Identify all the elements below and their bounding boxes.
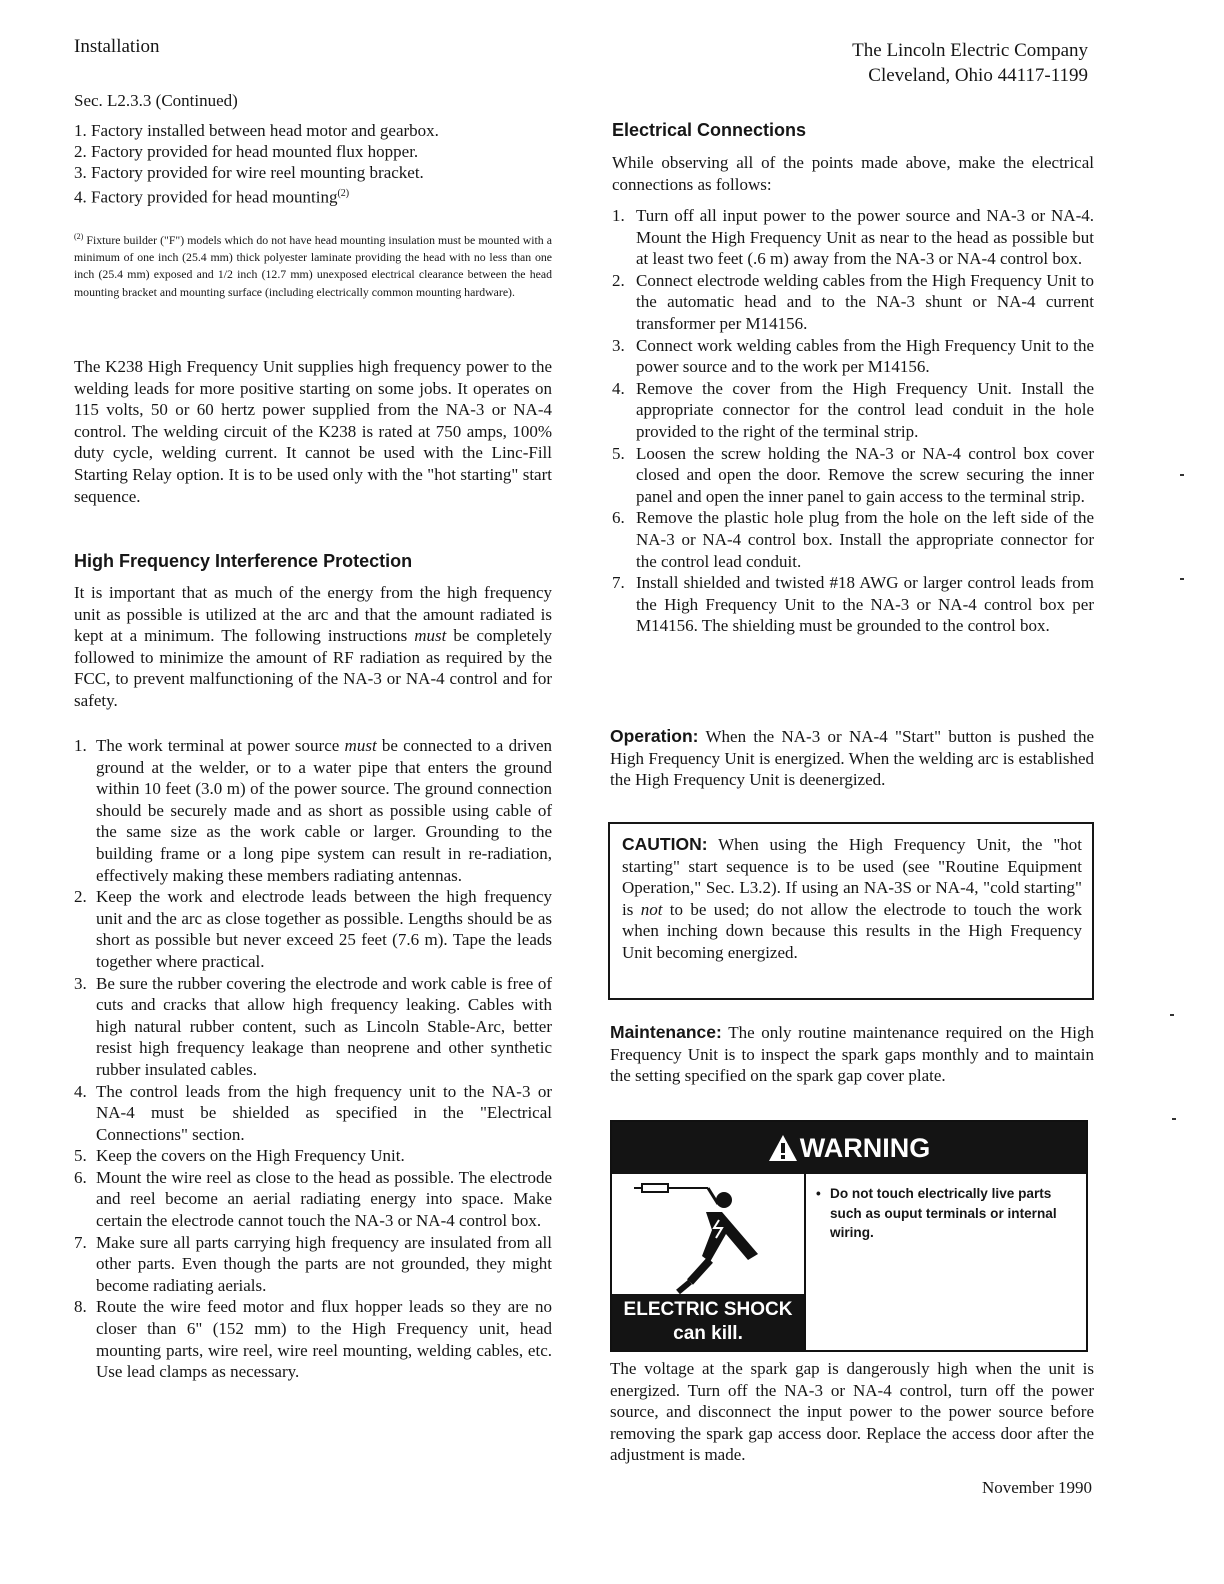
bullet: • xyxy=(816,1186,821,1201)
list-item: 3. Connect work welding cables from the High Frequency Unit to the power source and to the work per M14156. xyxy=(612,335,1094,377)
list-item: 2. Keep the work and electrode leads between the high frequency unit and the arc as close together as possible. Lengths should be as short as possible but never exceed 25 feet (7.6 m). Tape the leads together where practical. xyxy=(74,887,552,971)
caution-label: CAUTION: xyxy=(622,834,708,854)
warning-triangle-icon xyxy=(768,1134,798,1162)
list-item: 7. Make sure all parts carrying high frequency are insulated from all other parts. Even though the parts are not grounded, they might become radiating aerials. xyxy=(74,1232,552,1295)
factory-item: 1. Factory installed between head motor and gearbox. xyxy=(74,121,439,140)
electric-shock-icon xyxy=(622,1182,792,1298)
company-name: The Lincoln Electric Company xyxy=(852,40,1088,61)
list-item: 8. Route the wire feed motor and flux hopper leads so they are no closer than 6" (152 mm) to the High Frequency unit, head mounting parts, wire reel, wire reel mounting, welding cables, etc. Use lead clamps as necessary. xyxy=(74,1297,552,1382)
sec-label: Sec. L2.3.3 (Continued) xyxy=(74,91,238,110)
list-item: 1. Turn off all input power to the power source and NA-3 or NA-4. Mount the High Frequency Unit as near to the head as possible but at least two feet (.6 m) away from the NA-3 or NA-4 control box. xyxy=(612,206,1094,269)
footnote xyxy=(74,228,552,301)
operation-paragraph: Operation: When the NA-3 or NA-4 "Start" button is pushed the High Frequency Unit is energized. When the welding arc is established the High Frequency Unit is deenergized. xyxy=(610,726,1094,790)
warning-box xyxy=(610,1120,1088,1352)
list-item: 7. Install shielded and twisted #18 AWG or larger control leads from the High Frequency Unit to the NA-3 or NA-4 control box per M14156. The shielding must be grounded to the control box. xyxy=(612,573,1094,636)
ec-intro: While observing all of the points made above, make the electrical connections as follows: xyxy=(612,153,1094,194)
warning-text: • Do not touch electrically live parts such as ouput terminals or internal wiring. xyxy=(816,1186,1057,1240)
scan-speck xyxy=(1170,1014,1174,1016)
factory-item: 4. Factory provided for head mounting$^{(2)}$ xyxy=(74,187,350,207)
maintenance-paragraph: Maintenance: The only routine maintenance required on the High Frequency Unit is to inspect the spark gaps monthly and to maintain the setting specified on the spark gap cover plate. xyxy=(610,1022,1094,1086)
footnote-text: Fixture builder ("F") models which do not have head mounting insulation must be mounted with a minimum of one inch (25.4 mm) thick polyester laminate providing the head with no less than one inch (25.4 mm) exposed and 1/2 inch (12.7 mm) unexposed electrical clearance between the head mounting bracket and mounting surface (including electrically common mounting hardware). xyxy=(74,232,552,299)
scan-speck xyxy=(1180,578,1184,580)
footnote-ref: (2) xyxy=(337,188,350,199)
company-address: Cleveland, Ohio 44117-1199 xyxy=(868,65,1088,86)
warning-header xyxy=(612,1122,1086,1174)
list-item: 4. Remove the cover from the High Frequency Unit. Install the appropriate connector for the control lead conduit in the hole provided to the right of the terminal strip. xyxy=(612,378,1094,441)
electric-shock-label: ELECTRIC SHOCK can kill. xyxy=(612,1294,804,1350)
operation-label: Operation: xyxy=(610,726,699,746)
warning-title: WARNING xyxy=(799,1132,931,1163)
ec-heading: Electrical Connections xyxy=(612,120,807,140)
list-item: 6. Mount the wire reel as close to the head as possible. The electrode and reel become an aerial radiating energy into space. Make certain the electrode cannot touch the NA-3 or NA-4 control box. xyxy=(74,1167,552,1231)
intro-paragraph: The K238 High Frequency Unit supplies high frequency power to the welding leads for more positive starting on some jobs. It operates on 115 volts, 50 or 60 hertz power supplied from the NA-3 or NA-4 control. The welding circuit of the K238 is rated at 750 amps, 100% duty cycle, welding current. It cannot be used with the Linc-Fill Starting Relay option. It is to be used only with the "hot starting" start sequence. xyxy=(74,357,552,506)
company-block xyxy=(852,38,1088,88)
list-item: 6. Remove the plastic hole plug from the hole on the left side of the NA-3 or NA-4 control box. Install the appropriate connector for the control lead conduit. xyxy=(612,508,1094,571)
caution-text: CAUTION: When using the High Frequency Unit, the "hot starting" start sequence is to be used (see "Routine Equipment Operation," Sec. L3.2). If using an NA-3S or NA-4, "cold starting" is not to be used; do not allow the electrode to touch the work when inching down because this results in the High Frequency Unit becoming energized. xyxy=(622,834,1082,962)
footer-date: November 1990 xyxy=(981,1478,1092,1497)
caution-box xyxy=(608,822,1094,1000)
maintenance-label: Maintenance: xyxy=(610,1022,722,1042)
ec-list xyxy=(612,205,1094,637)
hfi-intro: It is important that as much of the energy from the high frequency unit as possible is utilized at the arc and that the amount radiated is kept at a minimum. The following instructions must be completely followed to minimize the amount of RF radiation as required by the FCC, to prevent malfunctioning of the NA-3 or NA-4 control and for safety. xyxy=(74,583,552,710)
spark-gap-paragraph: The voltage at the spark gap is dangerously high when the unit is energized. Turn off the NA-3 or NA-4 control, turn off the power source, and disconnect the input power to the power source before removing the spark gap access door. Replace the access door after the adjustment is made. xyxy=(610,1359,1094,1465)
section-title: Installation xyxy=(74,36,160,57)
scan-speck xyxy=(1180,474,1184,476)
footnote-mark: (2) xyxy=(74,232,84,241)
list-item: 5. Loosen the screw holding the NA-3 or NA-4 control box cover closed and open the door. Remove the screw securing the inner panel and open the inner panel to gain access to the terminal strip. xyxy=(612,443,1094,506)
hfi-heading: High Frequency Interference Protection xyxy=(74,551,413,571)
factory-item: 2. Factory provided for head mounted flux hopper. xyxy=(74,142,419,161)
list-item: 2. Connect electrode welding cables from the High Frequency Unit to the automatic head and to the NA-3 shunt or NA-4 current transformer per M14156. xyxy=(612,270,1094,333)
list-item: 4. The control leads from the high frequency unit to the NA-3 or NA-4 must be shielded as specified in the "Electrical Connections" section. xyxy=(74,1081,552,1144)
list-item: 1. The work terminal at power source must be connected to a driven ground at the welder, or to a water pipe that enters the ground within 10 feet (3.0 m) of the power source. The ground connection should be securely made and as short as possible using cable of the same size as the work cable or larger. Grounding to the building frame or a long pipe system can result in re-radiation, effectively making these members radiating antennas. xyxy=(74,736,552,885)
scan-speck xyxy=(1172,1118,1176,1120)
electric-shock-panel xyxy=(612,1174,806,1350)
list-item: 5. Keep the covers on the High Frequency Unit. xyxy=(74,1146,405,1166)
factory-list xyxy=(74,120,552,208)
list-item: 3. Be sure the rubber covering the electrode and work cable is free of cuts and cracks that allow high frequency leaking. Cables with high natural rubber content, such as Lincoln Stable-Arc, better resist high frequency leakage than neoprene and other synthetic rubber insulated cables. xyxy=(74,973,552,1079)
hfi-list xyxy=(74,735,552,1383)
factory-item: 3. Factory provided for wire reel mounting bracket. xyxy=(74,163,424,182)
